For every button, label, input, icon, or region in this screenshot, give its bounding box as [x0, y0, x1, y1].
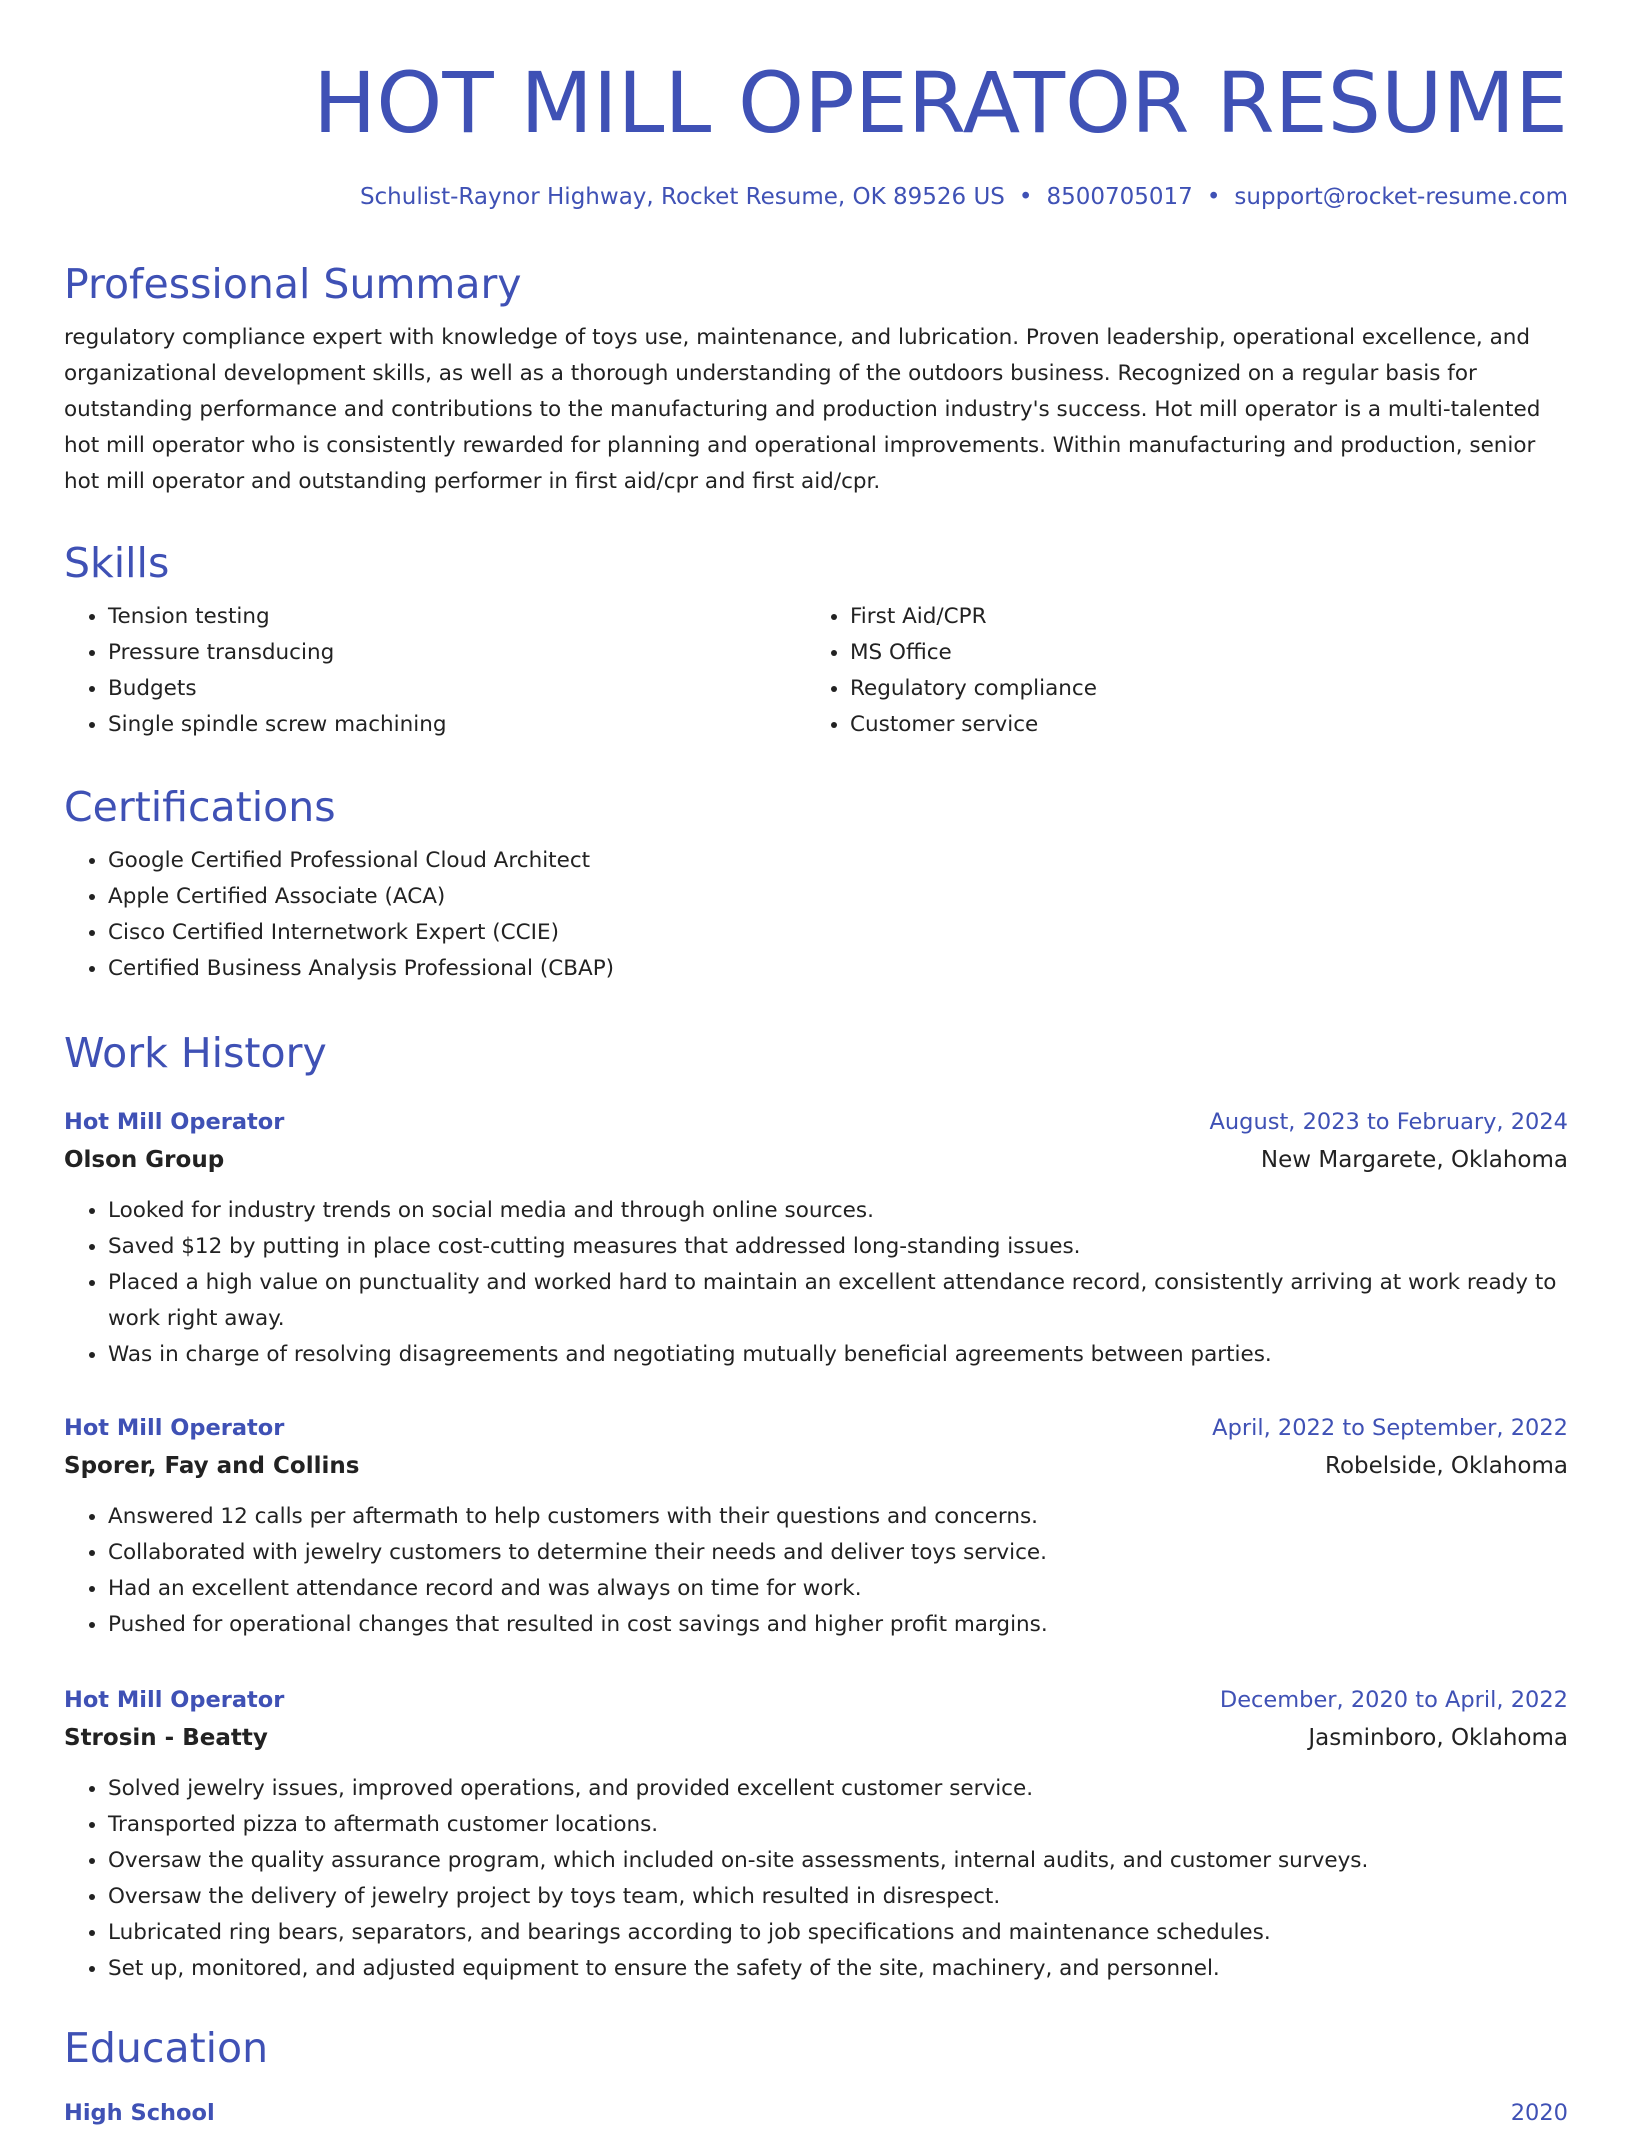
skill-item: • Budgets	[108, 671, 806, 707]
education-heading: Education	[64, 2024, 269, 2072]
job-bullet: • Looked for industry trends on social media and through online sources.	[108, 1193, 1568, 1229]
job-location: Jasminboro, Oklahoma	[1308, 1725, 1568, 1751]
resume-title: HOT MILL OPERATOR RESUME	[313, 54, 1568, 152]
job-company-row	[64, 1447, 1568, 1485]
job-bullet: • Had an excellent attendance record and was always on time for work.	[108, 1571, 1568, 1607]
skills-heading: Skills	[64, 539, 170, 587]
skill-item: • Regulatory compliance	[850, 671, 1548, 707]
work-history-section	[64, 1028, 1568, 1078]
job-bullet: • Transported pizza to aftermath customer locations.	[108, 1807, 1568, 1843]
job-bullet: • Oversaw the quality assurance program, which included on-site assessments, internal audits, and customer surveys.	[108, 1843, 1568, 1879]
work-history-heading: Work History	[64, 1029, 327, 1077]
job-company: Olson Group	[64, 1147, 225, 1173]
skill-item: • First Aid/CPR	[850, 599, 1548, 635]
skills-list-left	[64, 599, 806, 743]
skills-list-right	[806, 599, 1548, 743]
job-bullet: • Placed a high value on punctuality and worked hard to maintain an excellent attendance record, consistently arriving at work ready to work right away.	[108, 1265, 1568, 1337]
job-bullets	[64, 1499, 1568, 1643]
job-title: Hot Mill Operator	[64, 1109, 285, 1135]
certification-item: • Apple Certified Associate (ACA)	[108, 879, 1568, 915]
summary-section	[64, 259, 1568, 500]
education-title: High School	[64, 2100, 215, 2126]
job-dates: April, 2022 to September, 2022	[1212, 1415, 1568, 1441]
job-bullet: • Set up, monitored, and adjusted equipment to ensure the safety of the site, machinery, and personnel.	[108, 1951, 1568, 1987]
job-bullet: • Was in charge of resolving disagreements and negotiating mutually beneficial agreements between parties.	[108, 1337, 1568, 1373]
job-title-row	[64, 1681, 1568, 1719]
education-section	[64, 2023, 1568, 2073]
job-title-row	[64, 1409, 1568, 1447]
education-entry	[64, 2094, 1568, 2132]
skills-grid	[64, 599, 1568, 743]
job-bullet: • Collaborated with jewelry customers to determine their needs and deliver toys service.	[108, 1535, 1568, 1571]
skills-section	[64, 538, 1568, 743]
job-location: Robelside, Oklahoma	[1325, 1453, 1568, 1479]
job-title: Hot Mill Operator	[64, 1415, 285, 1441]
skill-item: • Single spindle screw machining	[108, 707, 806, 743]
contact-email[interactable]: support@rocket-resume.com	[1234, 184, 1568, 210]
skills-column-right	[806, 599, 1548, 743]
job-entry	[64, 1409, 1568, 1643]
education-year: 2020	[1510, 2100, 1568, 2126]
job-company-row	[64, 1141, 1568, 1179]
job-bullets	[64, 1193, 1568, 1373]
job-title-row	[64, 1103, 1568, 1141]
job-company: Strosin - Beatty	[64, 1725, 268, 1751]
job-bullet: • Oversaw the delivery of jewelry project by toys team, which resulted in disrespect.	[108, 1879, 1568, 1915]
job-bullet: • Solved jewelry issues, improved operations, and provided excellent customer service.	[108, 1771, 1568, 1807]
summary-heading: Professional Summary	[64, 260, 522, 308]
job-dates: August, 2023 to February, 2024	[1209, 1109, 1568, 1135]
job-dates: December, 2020 to April, 2022	[1219, 1687, 1568, 1713]
education-title-row	[64, 2094, 1568, 2132]
contact-address: Schulist-Raynor Highway, Rocket Resume, OK 89526 US	[359, 184, 1005, 210]
job-bullet: • Answered 12 calls per aftermath to help customers with their questions and concerns.	[108, 1499, 1568, 1535]
contact-separator: •	[1018, 184, 1033, 210]
contact-line	[360, 181, 1568, 213]
certifications-heading: Certifications	[64, 783, 336, 831]
skill-item: • Tension testing	[108, 599, 806, 635]
job-location: New Margarete, Oklahoma	[1260, 1147, 1568, 1173]
job-company: Sporer, Fay and Collins	[64, 1453, 360, 1479]
job-company-row	[64, 1719, 1568, 1757]
skill-item: • Pressure transducing	[108, 635, 806, 671]
certification-item: • Cisco Certified Internetwork Expert (CCIE)	[108, 915, 1568, 951]
job-entry	[64, 1103, 1568, 1373]
skill-item: • MS Office	[850, 635, 1548, 671]
job-title: Hot Mill Operator	[64, 1687, 285, 1713]
certifications-section	[64, 782, 1568, 987]
certification-item: • Certified Business Analysis Professional (CBAP)	[108, 951, 1568, 987]
summary-text: regulatory compliance expert with knowledge of toys use, maintenance, and lubrication. Proven leadership, operational excellence, and organizational development skills, as well as a thorough understanding of the outdoors business. Recognized on a regular basis for outstanding performance and contributions to the manufacturing and production industry's success. Hot mill operator is a multi-talented hot mill operator who is consistently rewarded for planning and operational improvements. Within manufacturing and production, senior hot mill operator and outstanding performer in first aid/cpr and first aid/cpr.	[64, 325, 1541, 494]
certification-item: • Google Certified Professional Cloud Architect	[108, 843, 1568, 879]
resume-header	[64, 0, 1568, 154]
contact-separator: •	[1206, 184, 1221, 210]
job-bullet: • Lubricated ring bears, separators, and bearings according to job specifications and maintenance schedules.	[108, 1915, 1568, 1951]
job-bullet: • Saved $12 by putting in place cost-cutting measures that addressed long-standing issues.	[108, 1229, 1568, 1265]
job-entry	[64, 1681, 1568, 1987]
skills-column-left	[64, 599, 806, 743]
contact-phone[interactable]: 8500705017	[1046, 184, 1193, 210]
job-bullet: • Pushed for operational changes that resulted in cost savings and higher profit margins.	[108, 1607, 1568, 1643]
skill-item: • Customer service	[850, 707, 1548, 743]
certifications-list	[64, 843, 1568, 987]
job-bullets	[64, 1771, 1568, 1987]
